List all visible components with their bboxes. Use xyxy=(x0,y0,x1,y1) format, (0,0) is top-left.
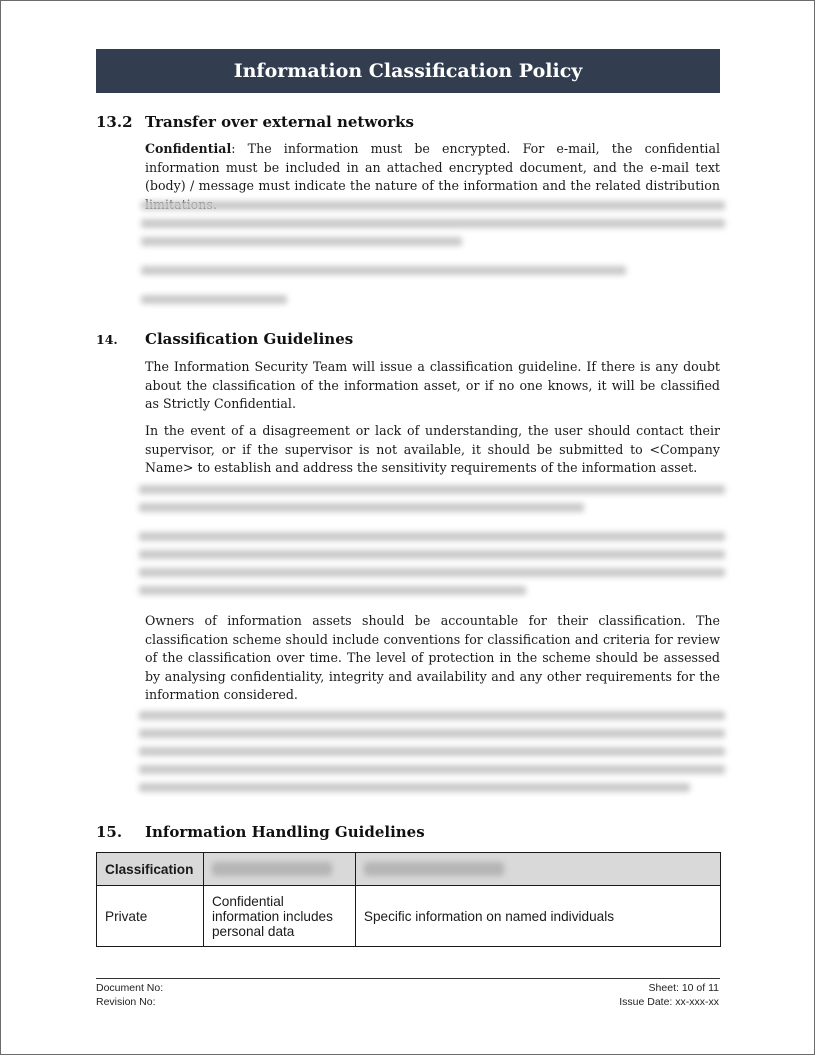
guideline-paragraph-2: In the event of a disagreement or lack of understanding, the user should contact their supervisor, or if the supervisor is not available, it should be submitted to <Company Name> to establish and address the sensitivity requirements of the information asset. xyxy=(145,423,720,476)
document-title: Information Classification Policy xyxy=(233,60,583,82)
confidential-text: : The information must be encrypted. For e-mail, the confidential information must be included in an attached encrypted document, and the e-mail text (body) / message must indicate the nature of the information and the related distribution xyxy=(145,141,720,194)
description-line-3: personal data xyxy=(211,923,295,939)
classification-header: Classification xyxy=(97,853,204,886)
section-15-heading xyxy=(96,823,425,841)
example-cell: Specific information on named individuals xyxy=(355,886,720,947)
sheet-number: Sheet: 10 of 11 xyxy=(648,982,719,994)
confidential-label: Confidential xyxy=(145,141,232,156)
description-line-2: information includes xyxy=(211,908,333,924)
issue-date: Issue Date: xx-xxx-xx xyxy=(619,996,719,1008)
section-title: Classification Guidelines xyxy=(145,330,354,348)
redacted-header-3 xyxy=(355,853,720,886)
redacted-header-2 xyxy=(203,853,355,886)
table-row xyxy=(97,886,721,947)
handling-guidelines-table xyxy=(96,852,721,947)
section-title: Transfer over external networks xyxy=(145,113,414,131)
footer-right xyxy=(619,981,719,1009)
section-14-heading xyxy=(96,330,353,348)
redacted-block-1 xyxy=(141,201,725,311)
redacted-block-3 xyxy=(139,711,725,809)
description-line-1: Confidential xyxy=(211,893,284,909)
section-number: 14. xyxy=(96,332,118,347)
redacted-block-2 xyxy=(139,485,725,601)
section-13-2-heading xyxy=(96,113,414,131)
section-number: 13.2 xyxy=(96,113,133,131)
document-title-banner xyxy=(96,49,720,93)
table-header-row xyxy=(97,853,721,886)
guideline-paragraph-3: Owners of information assets should be accountable for their classification. The classification scheme should include conventions for classification and criteria for review of the classification over time. The level of protection in the scheme should be assessed by analysing confidentiality, integrity and availability and any other requirements for the information considered. xyxy=(145,613,720,703)
section-number: 15. xyxy=(96,823,123,841)
revision-number-label: Revision No: xyxy=(96,996,156,1008)
section-title: Information Handling Guidelines xyxy=(145,823,425,841)
guideline-paragraph-1: The Information Security Team will issue a classification guideline. If there is any doubt about the classification of the information asset, or if no one knows, it will be classified as Strictly Confidential. xyxy=(145,359,720,412)
footer-left xyxy=(96,981,163,1009)
classification-cell: Private xyxy=(97,886,204,947)
description-cell xyxy=(203,886,355,947)
footer-divider xyxy=(96,978,720,979)
document-number-label: Document No: xyxy=(96,982,164,994)
